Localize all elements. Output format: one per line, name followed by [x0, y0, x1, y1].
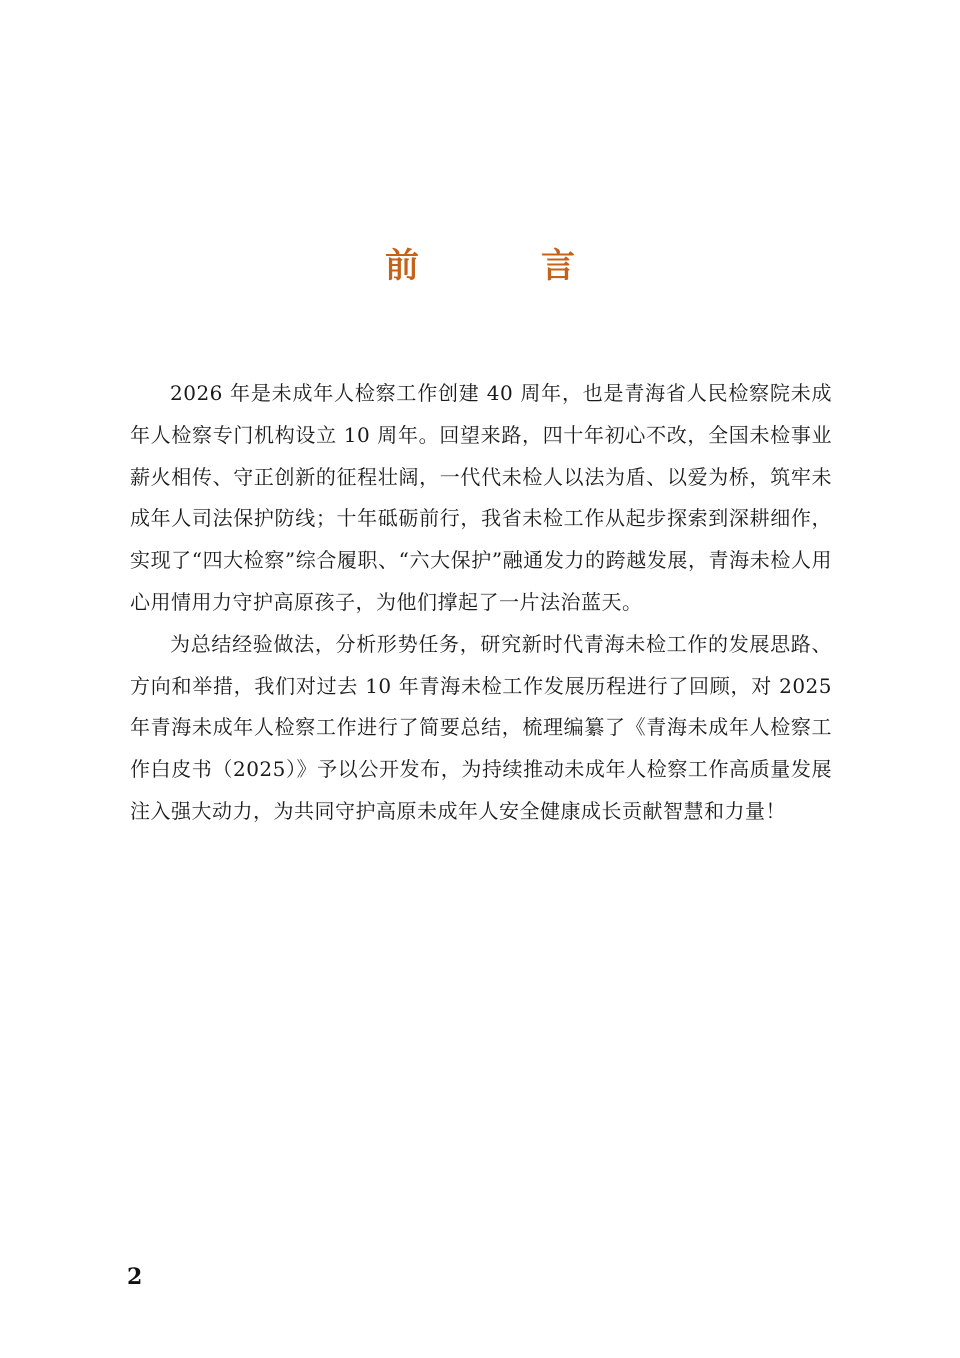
body-text [130, 373, 832, 833]
page-title: 前 言 [385, 246, 619, 286]
page-number: 2 [127, 1264, 143, 1290]
paragraph-2: 为总结经验做法，分析形势任务，研究新时代青海未检工作的发展思路、方向和举措，我们对过去 10 年青海未检工作发展历程进行了回顾，对 2025 年青海未成年人检察工作进行了简要总结，梳理编纂了《青海未成年人检察工作白皮书（2025）》予以公开发布，为持续推动未成年人检察工作高质量发展注入强大动力，为共同守护高原未成年人安全健康成长贡献智慧和力量！ [130, 631, 832, 823]
paragraph-1: 2026 年是未成年人检察工作创建 40 周年，也是青海省人民检察院未成年人检察专门机构设立 10 周年。回望来路，四十年初心不改，全国未检事业薪火相传、守正创新的征程壮阔，一代代未检人以法为盾、以爱为桥，筑牢未成年人司法保护防线；十年砥砺前行，我省未检工作从起步探索到深耕细作，实现了“四大检察”综合履职、“六大保护”融通发力的跨越发展，青海未检人用心用情用力守护高原孩子，为他们撑起了一片法治蓝天。 [130, 381, 832, 614]
